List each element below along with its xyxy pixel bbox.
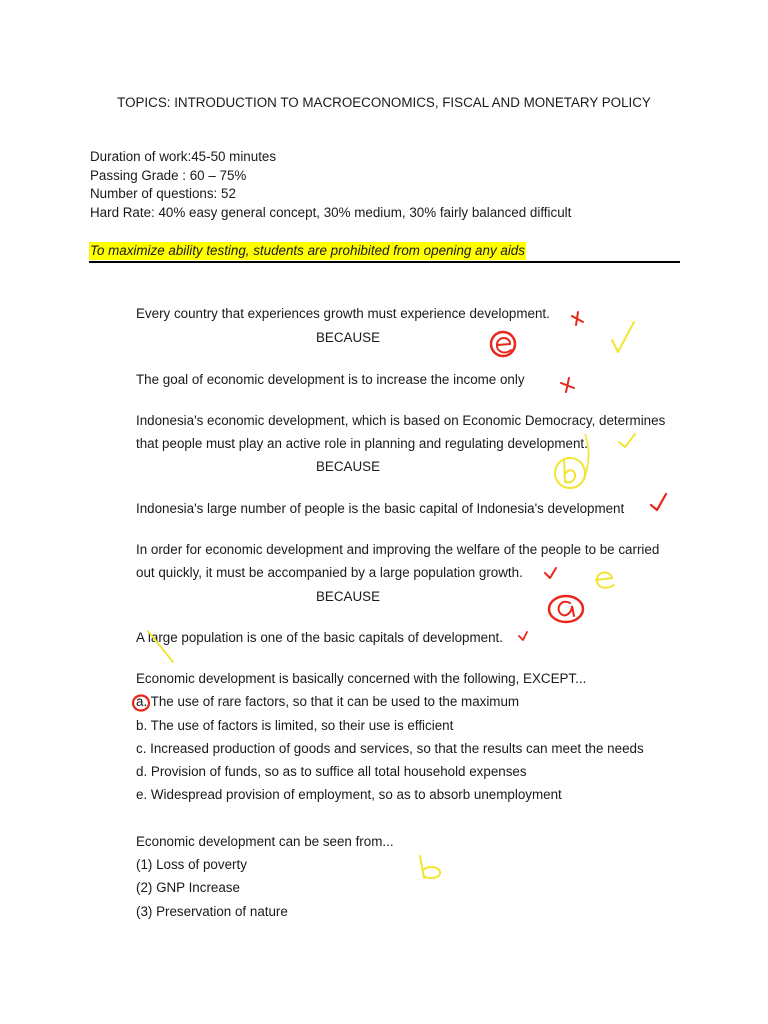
- red-circle-mark: [549, 596, 583, 622]
- q4-stem: Economic development is basically concerned with the following, EXCEPT...: [136, 671, 587, 686]
- yellow-circle-mark: [555, 458, 585, 488]
- yellow-letter-b: [564, 460, 575, 483]
- red-check-mark: [545, 568, 556, 578]
- q2-because: BECAUSE: [316, 459, 380, 474]
- q2-statement-line1: Indonesia's economic development, which is based on Economic Democracy, determines: [136, 413, 666, 428]
- passing-grade-text: Passing Grade : 60 – 75%: [90, 168, 247, 183]
- red-circle-mark: [491, 332, 515, 356]
- warning-highlight: To maximize ability testing, students are prohibited from opening any aids: [90, 243, 525, 258]
- yellow-check-mark: [619, 434, 635, 447]
- question-count-text: Number of questions: 52: [90, 186, 236, 201]
- q1-reason: The goal of economic development is to increase the income only: [136, 372, 525, 387]
- red-check-mark: [519, 632, 527, 640]
- q4-option-d: d. Provision of funds, so as to suffice all total household expenses: [136, 764, 527, 779]
- q1-because: BECAUSE: [316, 330, 380, 345]
- divider-line: [89, 261, 680, 263]
- q5-item-2: (2) GNP Increase: [136, 880, 240, 895]
- q3-because: BECAUSE: [316, 589, 380, 604]
- red-letter-a: [559, 602, 574, 616]
- q4-option-a: a. The use of rare factors, so that it can be used to the maximum: [136, 694, 520, 709]
- red-letter-e: [497, 338, 511, 352]
- duration-text: Duration of work:45-50 minutes: [90, 149, 277, 164]
- q2-reason: Indonesia's large number of people is the basic capital of Indonesia's development: [136, 501, 625, 516]
- yellow-check-mark: [612, 322, 634, 352]
- q4-option-b: b. The use of factors is limited, so their use is efficient: [136, 718, 454, 733]
- red-check-mark: [651, 494, 666, 510]
- q4-option-e: e. Widespread provision of employment, so as to absorb unemployment: [136, 787, 562, 802]
- q3-reason: A large population is one of the basic capitals of development.: [136, 630, 503, 645]
- red-cross-mark: [572, 312, 583, 325]
- q4-option-c: c. Increased production of goods and services, so that the results can meet the needs: [136, 741, 644, 756]
- q5-item-3: (3) Preservation of nature: [136, 904, 288, 919]
- hard-rate-text: Hard Rate: 40% easy general concept, 30% medium, 30% fairly balanced difficult: [90, 205, 572, 220]
- q3-statement-line1: In order for economic development and improving the welfare of the people to be carried: [136, 542, 660, 557]
- red-cross-mark: [561, 378, 574, 392]
- q2-statement-line2: that people must play an active role in planning and regulating development.: [136, 436, 588, 451]
- page-title: TOPICS: INTRODUCTION TO MACROECONOMICS, FISCAL AND MONETARY POLICY: [117, 95, 651, 110]
- q1-statement: Every country that experiences growth must experience development.: [136, 306, 550, 321]
- yellow-letter-b: [420, 856, 440, 878]
- q5-item-1: (1) Loss of poverty: [136, 857, 247, 872]
- yellow-letter-e: [596, 573, 614, 588]
- q3-statement-line2: out quickly, it must be accompanied by a large population growth.: [136, 565, 523, 580]
- q5-stem: Economic development can be seen from...: [136, 834, 394, 849]
